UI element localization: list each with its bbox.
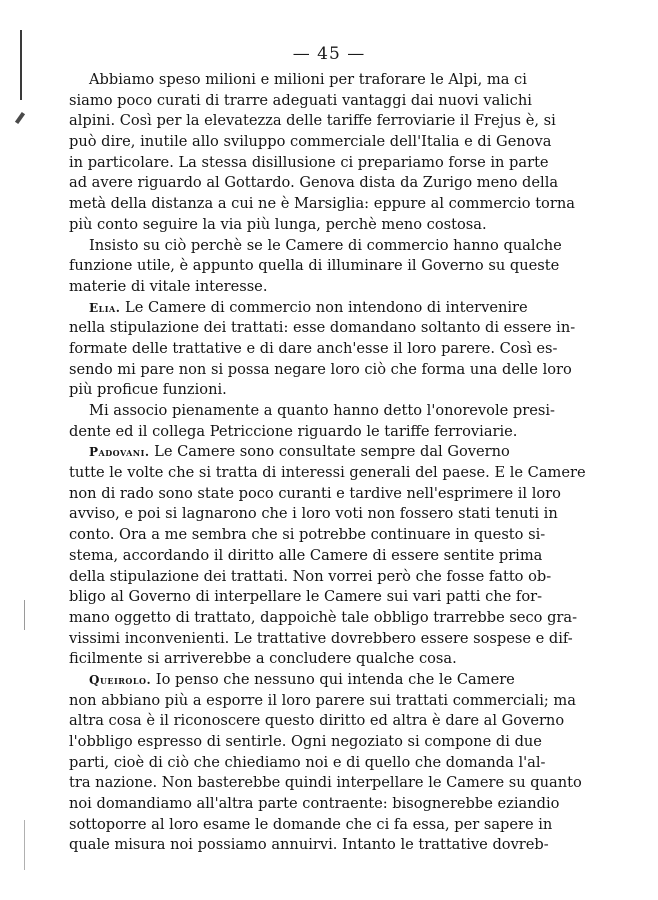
speaker-name: Queirolo. <box>89 672 152 687</box>
text-line: non abbiano più a esporre il loro parere sui trattati commerciali; ma <box>69 691 576 709</box>
text-line: altra cosa è il riconoscere questo diritto ed altra è dare al Governo <box>69 712 565 730</box>
text-line: tra nazione. Non basterebbe quindi interpellare le Camere su quanto <box>69 774 582 792</box>
left-margin-dash <box>24 600 25 630</box>
page-number: — 45 — <box>292 44 366 64</box>
text-line: sendo mi pare non si possa negare loro ciò che forma una delle loro <box>69 360 572 378</box>
text-run: Io penso che nessuno qui intenda che le Camere <box>151 670 515 688</box>
text-line: della stipulazione dei trattati. Non vorrei però che fosse fatto ob- <box>69 567 552 585</box>
text-line: parti, cioè di ciò che chiediamo noi e di quello che domanda l'al- <box>69 753 546 771</box>
speaker-name: Elia. <box>89 300 121 315</box>
text-line: ad avere riguardo al Gottardo. Genova dista da Zurigo meno della <box>69 174 559 192</box>
text-line: tutte le volte che si tratta di interessi generali del paese. E le Camere <box>69 464 586 482</box>
text-line: dente ed il collega Petriccione riguardo le tariffe ferroviarie. <box>69 422 518 440</box>
speaker-line <box>69 298 528 319</box>
text-line: più proficue funzioni. <box>69 381 227 399</box>
left-margin-mark <box>20 30 22 100</box>
text-line: conto. Ora a me sembra che si potrebbe continuare in questo si- <box>69 526 546 544</box>
text-line: Mi associo pienamente a quanto hanno detto l'onorevole presi- <box>89 402 555 419</box>
text-run: Le Camere di commercio non intendono di intervenire <box>120 298 528 316</box>
text-line: non di rado sono state poco curanti e tardive nell'esprimere il loro <box>69 484 561 502</box>
text-line: metà della distanza a cui ne è Marsiglia: eppure al commercio torna <box>69 195 575 213</box>
text-line: siamo poco curati di trarre adeguati vantaggi dai nuovi valichi <box>69 91 532 109</box>
text-line: più conto seguire la via più lunga, perchè meno costosa. <box>69 215 487 233</box>
text-run: Le Camere sono consultate sempre dal Governo <box>149 443 510 461</box>
text-line: alpini. Così per la elevatezza delle tariffe ferroviarie il Frejus è, si <box>69 112 556 130</box>
text-line: mano oggetto di trattato, dappoichè tale obbligo trarrebbe seco gra- <box>69 608 578 626</box>
text-line: Insisto su ciò perchè se le Camere di commercio hanno qualche <box>89 236 562 254</box>
body-text <box>69 70 586 856</box>
text-line: noi domandiamo all'altra parte contraente: bisognerebbe eziandio <box>69 795 560 813</box>
text-line: materie di vitale interesse. <box>69 277 268 295</box>
speaker-line <box>69 442 510 463</box>
text-line: funzione utile, è appunto quella di illuminare il Governo su queste <box>69 257 560 275</box>
text-line: quale misura noi possiamo annuirvi. Intanto le trattative dovreb- <box>69 836 549 854</box>
text-line: stema, accordando il diritto alle Camere di essere sentite prima <box>69 546 543 564</box>
text-line: ficilmente si arriverebbe a concludere qualche cosa. <box>69 650 457 668</box>
text-line: avviso, e poi si lagnarono che i loro voti non fossero stati tenuti in <box>69 505 558 523</box>
speaker-name: Padovani. <box>89 445 150 460</box>
text-line: in particolare. La stessa disillusione ci prepariamo forse in parte <box>69 153 549 171</box>
text-line: può dire, inutile allo sviluppo commerciale dell'Italia e di Genova <box>69 133 552 151</box>
left-margin-dash-2 <box>24 820 25 870</box>
text-line: Abbiamo speso milioni e milioni per traforare le Alpi, ma ci <box>89 71 527 88</box>
text-line: formate delle trattative e di dare anch'esse il loro parere. Così es- <box>69 339 558 357</box>
left-margin-tick <box>15 112 25 124</box>
text-line: sottoporre al loro esame le domande che ci fa essa, per sapere in <box>69 815 553 833</box>
text-line: bligo al Governo di interpellare le Camere sui vari patti che for- <box>69 588 543 606</box>
text-line: vissimi inconvenienti. Le trattative dovrebbero essere sospese e dif- <box>69 629 573 647</box>
text-line: nella stipulazione dei trattati: esse domandano soltanto di essere in- <box>69 319 576 337</box>
speaker-line <box>69 670 515 691</box>
text-line: l'obbligo espresso di sentirle. Ogni negoziato si compone di due <box>69 733 542 750</box>
